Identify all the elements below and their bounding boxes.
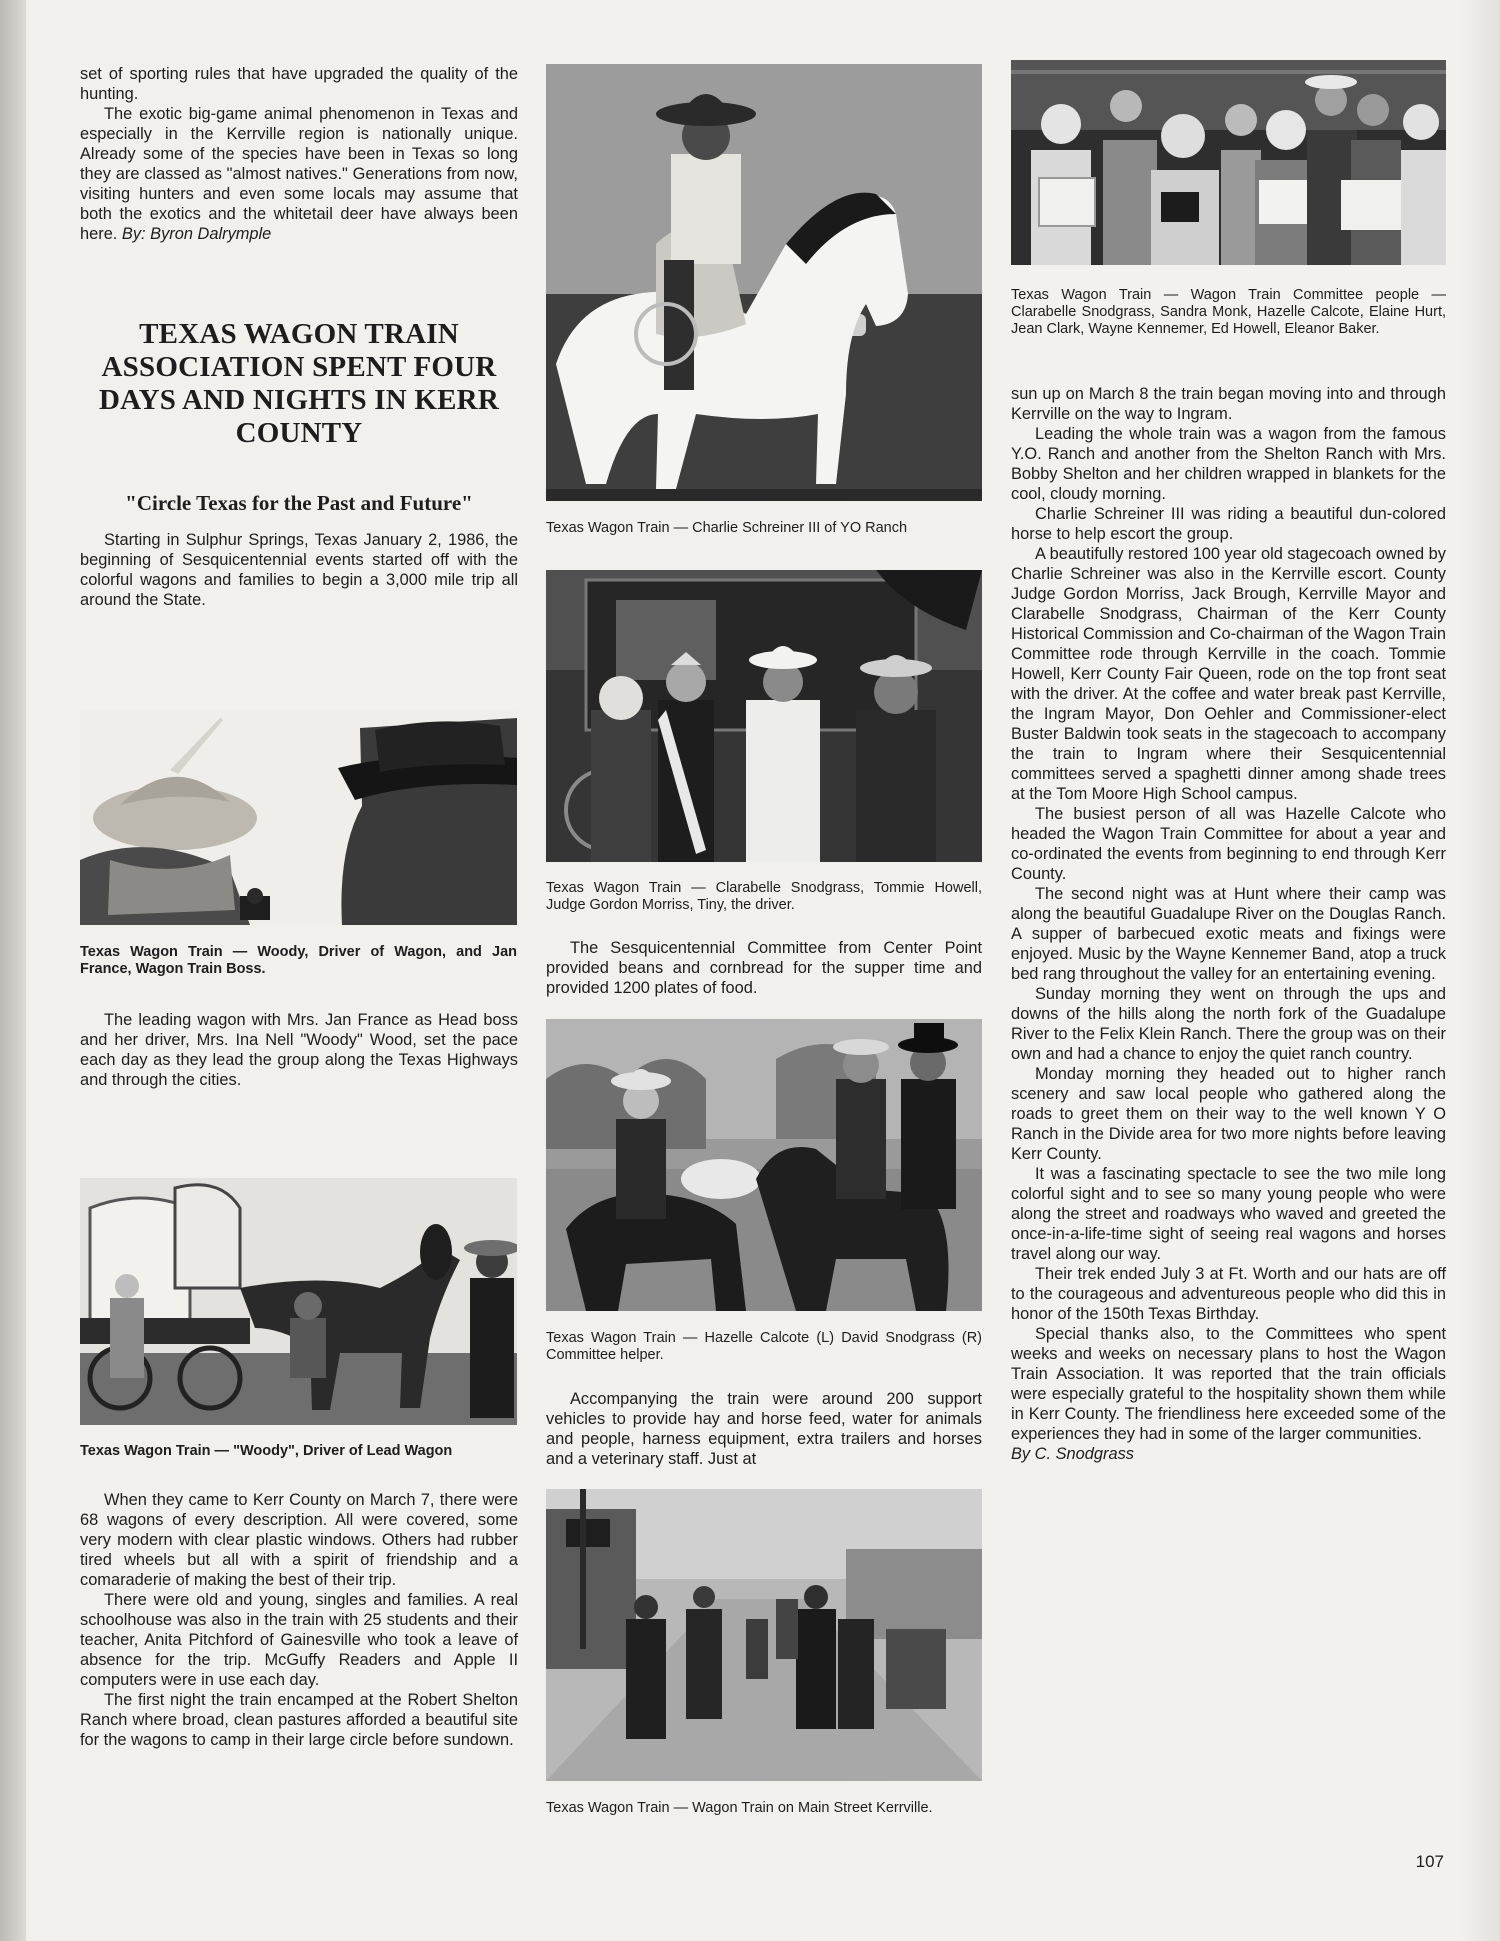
caption-charlie-schreiner: Texas Wagon Train — Charlie Schreiner III of YO Ranch	[546, 520, 908, 536]
narrative-paragraph: Charlie Schreiner III was riding a beautiful dun-colored horse to help escort the group.	[1011, 505, 1446, 543]
caption-woody-and-france: Texas Wagon Train — Woody, Driver of Wagon, and Jan France, Wagon Train Boss.	[80, 944, 517, 977]
narrative-paragraph: Their trek ended July 3 at Ft. Worth and our hats are off to the courageous and adventureous people who did this in honor of the 150th Texas Birthday.	[1011, 1265, 1446, 1323]
kerr-paragraph: The first night the train encamped at the Robert Shelton Ranch where broad, clean pastures afforded a beautiful site for the wagons to camp in their large circle before sundown.	[80, 1691, 518, 1749]
narrative-paragraph: Leading the whole train was a wagon from the famous Y.O. Ranch and another from the Shelton Ranch with Mrs. Bobby Shelton and her children wrapped in blankets for the cool, cloudy morning.	[1011, 425, 1446, 503]
narrative-paragraph: Monday morning they headed out to higher ranch scenery and saw local people who gathered along the roads to greet them on their way to the well known Y O Ranch in the Divide area for two more nights before leaving Kerr County.	[1011, 1065, 1446, 1163]
center-point-paragraph: The Sesquicentennial Committee from Center Point provided beans and cornbread for the supper time and provided 1200 plates of food.	[546, 939, 982, 997]
caption-main-street: Texas Wagon Train — Wagon Train on Main Street Kerrville.	[546, 1800, 933, 1816]
photo-committee	[1011, 60, 1446, 265]
caption-stagecoach-group: Texas Wagon Train — Clarabelle Snodgrass, Tommie Howell, Judge Gordon Morriss, Tiny, the driver.	[546, 880, 982, 913]
narrative-paragraph: It was a fascinating spectacle to see the two mile long colorful sight and to see so many young people who were along the street and roadways who waved and greeted the once-in-a-life-time sight of seeing real wagons and horses travel along our way.	[1011, 1165, 1446, 1263]
photo-stagecoach-group-image	[546, 570, 982, 862]
article-headline: TEXAS WAGON TRAIN ASSOCIATION SPENT FOUR DAYS AND NIGHTS IN KERR COUNTY	[99, 318, 499, 449]
narrative-paragraph: A beautifully restored 100 year old stagecoach owned by Charlie Schreiner was also in the Kerrville escort. County Judge Gordon Morriss, Jack Brough, Kerrville Mayor and Clarabelle Snodgrass, Chairman of the Kerr County Historical Commission and Co-chairman of the Wagon Train Committee rode through Kerrville in the coach. Tommie Howell, Kerr County Fair Queen, rode on the top front seat with the driver. At the coffee and water break past Kerrville, the Ingram Mayor, Don Oehler and Commissioner-elect Buster Baldwin took seats in the stagecoach to accompany the train to Ingram where their Sesquicentennial committees served a spaghetti dinner among shade trees at the Tom Moore High School campus.	[1011, 545, 1446, 803]
start-paragraph-block	[80, 530, 518, 610]
lead-paragraph-block	[80, 1010, 518, 1090]
photo-woody-and-france	[80, 710, 517, 925]
photo-woody-and-france-image	[80, 710, 517, 925]
photo-riders-image	[546, 1019, 982, 1311]
kerr-paragraph: There were old and young, singles and families. A real schoolhouse was also in the train with 25 students and their teacher, Anita Pitchford of Gainesville who took a leave of absence for the trip. McGuffy Readers and Apple II computers were in use each day.	[80, 1591, 518, 1689]
narrative-paragraph: The busiest person of all was Hazelle Calcote who headed the Wagon Train Committee for about a year and co-ordinated the events from beginning to end through Kerr County.	[1011, 805, 1446, 883]
photo-committee-image	[1011, 60, 1446, 265]
start-paragraph: Starting in Sulphur Springs, Texas January 2, 1986, the beginning of Sesquicentennial events started off with the colorful wagons and families to begin a 3,000 mile trip all around the State.	[80, 531, 518, 609]
photo-charlie-schreiner-image	[546, 64, 982, 501]
caption-riders: Texas Wagon Train — Hazelle Calcote (L) David Snodgrass (R) Committee helper.	[546, 1330, 982, 1363]
photo-main-street	[546, 1489, 982, 1781]
intro-article-end	[80, 64, 518, 244]
kerr-county-block	[80, 1490, 518, 1750]
closing-byline: By C. Snodgrass	[1011, 1445, 1134, 1463]
center-point-block	[546, 938, 982, 998]
kerr-paragraph: When they came to Kerr County on March 7, there were 68 wagons of every description. All were covered, some very modern with clear plastic windows. Others had rubber tired wheels but all with a spirit of friendship and a comaraderie of making the best of their trip.	[80, 1491, 518, 1589]
intro-paragraph: set of sporting rules that have upgraded the quality of the hunting.	[80, 65, 518, 103]
kerrville-narrative-block	[1011, 384, 1446, 1464]
photo-stagecoach-group	[546, 570, 982, 862]
caption-lead-wagon: Texas Wagon Train — "Woody", Driver of Lead Wagon	[80, 1443, 453, 1459]
photo-main-street-image	[546, 1489, 982, 1781]
intro-paragraph: The exotic big-game animal phenomenon in Texas and especially in the Kerrville region is nationally unique. Already some of the species have been in Texas so long they are classed as "almost natives." Generations from now, visiting hunters and even some locals may assume that both the exotics and the whitetail deer have always been here. By: Byron Dalrymple	[80, 105, 518, 243]
narrative-paragraph: The second night was at Hunt where their camp was along the beautiful Guadalupe River on the Douglas Ranch. A supper of barbecued exotic meats and fixings were enjoyed. Music by the Wayne Kennemer Band, atop a truck bed rang throughout the valley for an entertaining evening.	[1011, 885, 1446, 983]
intro-byline: By: Byron Dalrymple	[121, 225, 272, 243]
narrative-paragraph: sun up on March 8 the train began moving into and through Kerrville on the way to Ingram.	[1011, 385, 1446, 423]
support-vehicles-block	[546, 1389, 982, 1469]
support-paragraph: Accompanying the train were around 200 support vehicles to provide hay and horse feed, water for animals and people, harness equipment, extra trailers and horses and a veterinary staff. Just at	[546, 1390, 982, 1468]
photo-charlie-schreiner	[546, 64, 982, 501]
photo-riders	[546, 1019, 982, 1311]
photo-lead-wagon	[80, 1178, 517, 1425]
page-binding-edge	[0, 0, 26, 1941]
narrative-paragraph: Sunday morning they went on through the ups and downs of the hills along the north fork of the Guadalupe River to the Felix Klein Ranch. There the group was on their own and had a chance to enjoy the quiet ranch country.	[1011, 985, 1446, 1063]
page-number: 107	[1415, 1852, 1444, 1871]
lead-paragraph: The leading wagon with Mrs. Jan France as Head boss and her driver, Mrs. Ina Nell "Woody" Wood, set the pace each day as they lead the group along the Texas Highways and through the cities.	[80, 1011, 518, 1089]
article-subhead: "Circle Texas for the Past and Future"	[125, 491, 473, 515]
narrative-paragraph: Special thanks also, to the Committees who spent weeks and weeks on necessary plans to host the Wagon Train Association. It was reported that the train officials were especially grateful to the hospitality shown them while in Kerr County. The friendliness here exceeded some of the experiences they had in some of the larger communities.	[1011, 1325, 1446, 1443]
photo-lead-wagon-image	[80, 1178, 517, 1425]
caption-committee: Texas Wagon Train — Wagon Train Committee people — Clarabelle Snodgrass, Sandra Monk, Hazelle Calcote, Elaine Hurt, Jean Clark, Wayne Kennemer, Ed Howell, Eleanor Baker.	[1011, 287, 1446, 337]
